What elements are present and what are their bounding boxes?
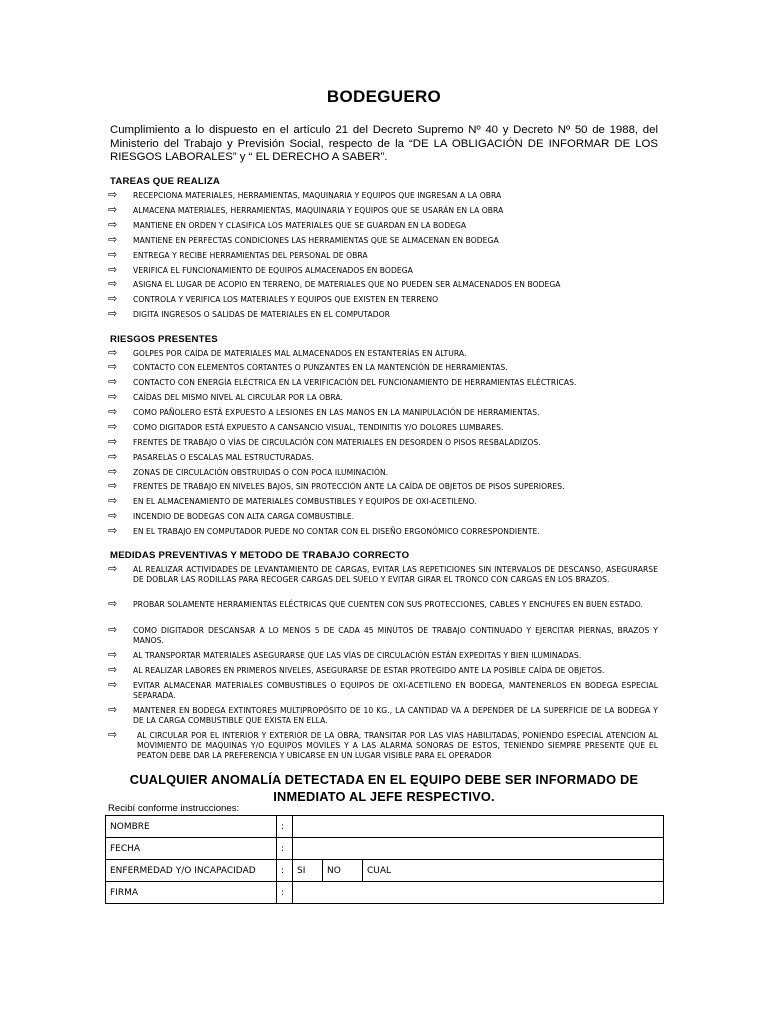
arrow-icon: ⇨ (108, 263, 118, 276)
si-option[interactable]: SI (293, 860, 323, 882)
arrow-icon: ⇨ (108, 562, 118, 575)
tareas-heading: TAREAS QUE REALIZA (110, 176, 221, 187)
arrow-icon: ⇨ (108, 203, 118, 216)
arrow-icon: ⇨ (108, 405, 118, 418)
arrow-icon: ⇨ (108, 524, 118, 537)
arrow-icon: ⇨ (108, 479, 118, 492)
arrow-icon: ⇨ (108, 188, 118, 201)
form-row-enfermedad (106, 860, 664, 882)
arrow-icon: ⇨ (108, 292, 118, 305)
nombre-field[interactable] (293, 816, 664, 838)
arrow-icon: ⇨ (108, 648, 118, 661)
arrow-icon: ⇨ (108, 703, 118, 716)
arrow-icon: ⇨ (108, 494, 118, 507)
document-title: BODEGUERO (326, 87, 442, 106)
firma-label: FIRMA (106, 882, 277, 904)
anomaly-notice: CUALQUIER ANOMALÍA DETECTADA EN EL EQUIPO DEBE SER INFORMADO DE INMEDIATO AL JEFE RESPECTIVO. (129, 772, 639, 804)
fecha-field[interactable] (293, 838, 664, 860)
arrow-icon: ⇨ (108, 663, 118, 676)
arrow-icon: ⇨ (108, 450, 118, 463)
document-page: BODEGUERO Cumplimiento a lo dispuesto en el artículo 21 del Decreto Supremo Nº 40 y Decreto Nº 50 de 1988, del Ministerio del Trabajo y Previsión Social, respecto de la “DE LA OBLIGACIÓN DE INFORMAR DE LOS RIESGOS LABORALES” y “ EL DERECHO A SABER”. TAREAS QUE REALIZA ⇨ RECEPCIONA MATERIALES, HERRAMIENTAS, MAQUINARIA Y EQUIPOS QUE INGRESAN A LA OBRA ⇨ ALMACENA MATERIALES, HERRAMIENTAS, MAQUINARIA Y EQUIPOS QUE SE USARÁN EN LA OBRA ⇨ MANTIENE EN ORDEN Y CLASIFICA LOS MATERIALES QUE SE GUARDAN EN LA BODEGA ⇨ MANTIENE EN PERFECTAS CONDICIONES LAS HERRAMIENTAS QUE SE ALMACENAN EN BODEGA ⇨ ENTREGA Y RECIBE HERRAMIENTAS DEL PERSONAL DE OBRA ⇨ VERIFICA EL FUNCIONAMIENTO DE EQUIPOS ALMACENADOS EN BODEGA ⇨ ASIGNA EL LUGAR DE ACOPIO EN TERRENO, DE MATERIALES QUE NO PUEDEN SER ALMACENADOS EN BODEGA ⇨ CONTROLA Y VERIFICA LOS MATERIALES Y EQUIPOS QUE EXISTEN EN TERRENO ⇨ DIGITA INGRESOS O SALIDAS DE MATERIALES EN EL COMPUTADOR RIESGOS PRESENTES ⇨ GOLPES POR CAÍDA DE MATERIALES MAL ALMACENADOS EN ESTANTERÍAS EN ALTURA. ⇨ CONTACTO CON ELEMENTOS CORTANTES O PUNZANTES EN LA MANTENCIÓN DE HERRAMIENTAS. ⇨ CONTACTO CON ENERGÍA ELÉCTRICA EN LA VERIFICACIÓN DEL FUNCIONAMIENTO DE HERRAMIENTAS ELÉCTRICAS. ⇨ CAÍDAS DEL MISMO NIVEL AL CIRCULAR POR LA OBRA. ⇨ COMO PAÑOLERO ESTÁ EXPUESTO A LESIONES EN LAS MANOS EN LA MANIPULACIÓN DE HERRAMIENTAS. ⇨ COMO DIGITADOR ESTÁ EXPUESTO A CANSANCIO VISUAL, TENDINITIS Y/O DOLORES LUMBARES. ⇨ FRENTES DE TRABAJO O VÍAS DE CIRCULACIÓN CON MATERIALES EN DESORDEN O PISOS RESBALADIZOS. ⇨ PASARELAS O ESCALAS MAL ESTRUCTURADAS. ⇨ ZONAS DE CIRCULACIÓN OBSTRUIDAS O CON POCA ILUMINACIÓN. ⇨ FRENTES DE TRABAJO EN NIVELES BAJOS, SIN PROTECCIÓN ANTE LA CAÍDA DE OBJETOS DE PISOS SUPERIORES. ⇨ EN EL ALMACENAMIENTO DE MATERIALES COMBUSTIBLES Y EQUIPOS DE OXI-ACETILENO. ⇨ INCENDIO DE BODEGAS CON ALTA CARGA COMBUSTIBLE. ⇨ EN EL TRABAJO EN COMPUTADOR PUEDE NO CONTAR CON EL DISEÑO ERGONÓMICO CORRESPONDIENTE. MEDIDAS PREVENTIVAS Y METODO DE TRABAJO CORRECTO ⇨ AL REALIZAR ACTIVIDADES DE LEVANTAMIENTO DE CARGAS, EVITAR LAS REPETICIONES SIN INTERVALOS DE DESCANSO, ASEGURARSE DE DOBLAR LAS RODILLAS PARA RECOGER CARGAS DEL SUELO Y EVITAR GIRAR EL TRONCO CON CARGAS EN LOS BRAZOS. ⇨ PROBAR SOLAMENTE HERRAMIENTAS ELÉCTRICAS QUE CUENTEN CON SUS PROTECCIONES, CABLES Y ENCHUFES EN BUEN ESTADO. ⇨ COMO DIGITADOR DESCANSAR A LO MENOS 5 DE CADA 45 MINUTOS DE TRABAJO CONTINUADO Y EJERCITAR PIERNAS, BRAZOS Y MANOS. ⇨ AL TRANSPORTAR MATERIALES ASEGURARSE QUE LAS VÍAS DE CIRCULACIÓN ESTÁN EXPEDITAS Y BIEN ILUMINADAS. ⇨ AL REALIZAR LABORES EN PRIMEROS NIVELES, ASEGURARSE DE ESTAR PROTEGIDO ANTE LA POSIBLE CAÍDA DE OBJETOS. ⇨ EVITAR ALMACENAR MATERIALES COMBUSTIBLES O EQUIPOS DE OXI-ACETILENO EN BODEGA, MANTENERLOS EN BODEGA ESPECIAL SEPARADA. ⇨ MANTENER EN BODEGA EXTINTORES MULTIPROPÓSITO DE 10 KG., LA CANTIDAD VA A DEPENDER DE LA SUPERFICIE DE LA BODEGA Y DE LA CARGA COMBUSTIBLE QUE EXISTA EN ELLA. ⇨ AL CIRCULAR POR EL INTERIOR Y EXTERIOR DE LA OBRA, TRANSITAR POR LAS VIAS HABILITADAS, PONIENDO ESPECIAL ATENCION AL MOVIMIENTO DE MAQUINAS Y/O EQUIPOS MOVILES Y A LAS ALARMA SONORAS DE ESTOS, TENIENDO SIEMPRE PRESENTE QUE EL PEATON DEBE DAR LA PREFERENCIA Y UBICARSE EN UN LUGAR VISIBLE PARA EL OPERADOR CUALQUIER ANOMALÍA DETECTADA EN EL EQUIPO DEBE SER INFORMADO DE INMEDIATO AL JEFE RESPECTIVO. Recibí conforme instrucciones: NOMBRE : FECHA : ENFERMEDAD Y/O INCAPACIDAD : SI NO CUAL FIRMA : (0, 0, 768, 1024)
arrow-icon: ⇨ (108, 465, 118, 478)
arrow-icon: ⇨ (108, 218, 118, 231)
form-row-firma (106, 882, 664, 904)
intro-paragraph: Cumplimiento a lo dispuesto en el artículo 21 del Decreto Supremo Nº 40 y Decreto Nº 50 de 1988, del Ministerio del Trabajo y Previsión Social, respecto de la “DE LA OBLIGACIÓN DE INFORMAR DE LOS RIESGOS LABORALES” y “ EL DERECHO A SABER”. (110, 124, 658, 163)
received-label: Recibí conforme instrucciones: (108, 803, 240, 814)
no-option[interactable]: NO (323, 860, 363, 882)
arrow-icon: ⇨ (108, 420, 118, 433)
colon: : (277, 860, 293, 882)
colon: : (277, 838, 293, 860)
arrow-icon: ⇨ (108, 307, 118, 320)
fecha-label: FECHA (106, 838, 277, 860)
colon: : (277, 816, 293, 838)
arrow-icon: ⇨ (108, 597, 118, 610)
colon: : (277, 882, 293, 904)
riesgos-heading: RIESGOS PRESENTES (110, 334, 218, 345)
arrow-icon: ⇨ (108, 360, 118, 373)
arrow-icon: ⇨ (108, 346, 118, 359)
cual-field[interactable]: CUAL (363, 860, 664, 882)
arrow-icon: ⇨ (108, 277, 118, 290)
nombre-label: NOMBRE (106, 816, 277, 838)
form-row-nombre (106, 816, 664, 838)
arrow-icon: ⇨ (108, 678, 118, 691)
arrow-icon: ⇨ (108, 435, 118, 448)
arrow-icon: ⇨ (108, 233, 118, 246)
arrow-icon: ⇨ (108, 248, 118, 261)
firma-field[interactable] (293, 882, 664, 904)
enfermedad-label: ENFERMEDAD Y/O INCAPACIDAD (106, 860, 277, 882)
arrow-icon: ⇨ (108, 390, 118, 403)
form-row-fecha (106, 838, 664, 860)
arrow-icon: ⇨ (108, 728, 118, 741)
acknowledgement-form (105, 815, 664, 904)
arrow-icon: ⇨ (108, 375, 118, 388)
medidas-heading: MEDIDAS PREVENTIVAS Y METODO DE TRABAJO CORRECTO (110, 550, 410, 561)
arrow-icon: ⇨ (108, 509, 118, 522)
arrow-icon: ⇨ (108, 623, 118, 636)
